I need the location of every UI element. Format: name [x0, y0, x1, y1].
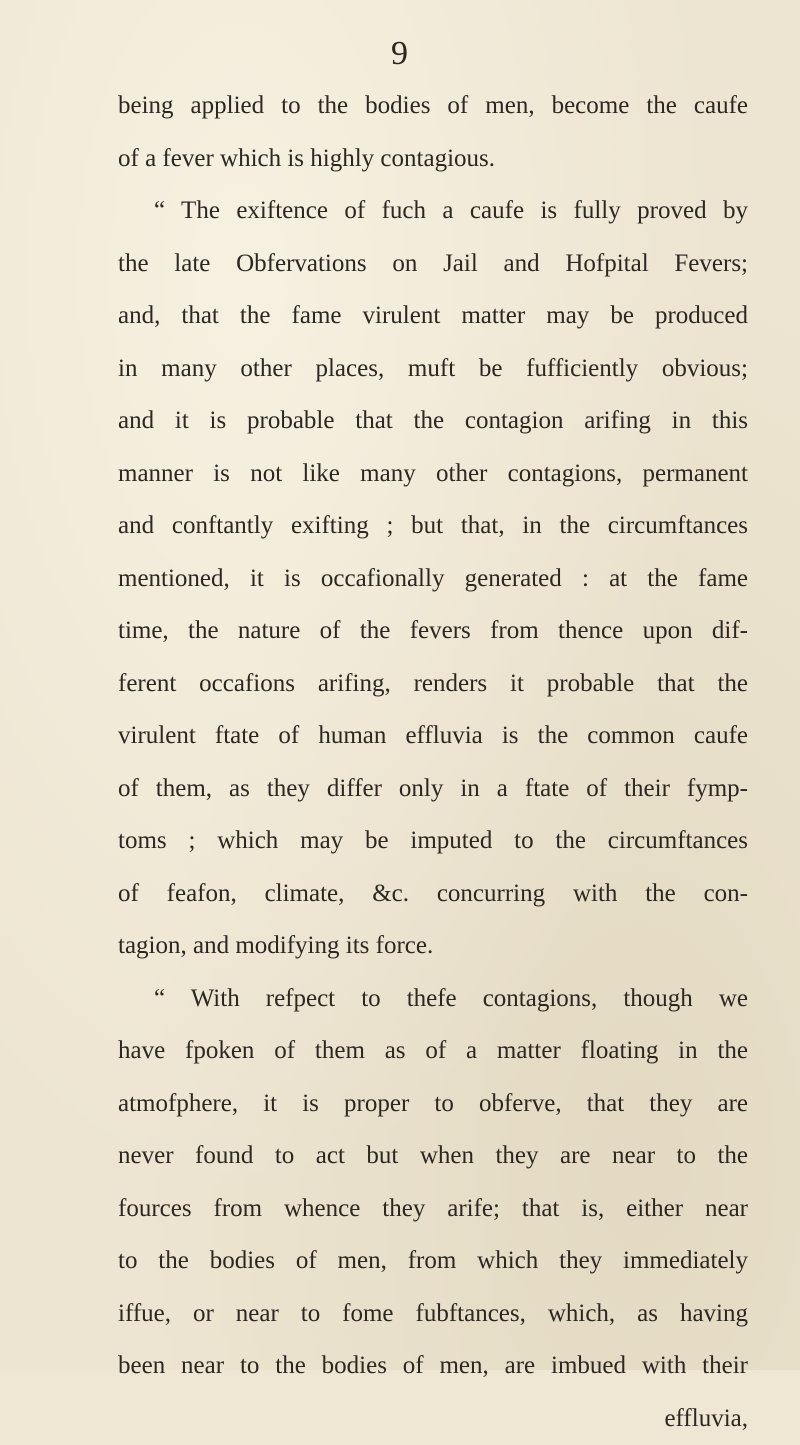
text-line: have fpoken of them as of a matter floating in the	[118, 1025, 748, 1078]
text-line: fources from whence they arife; that is, either near	[118, 1183, 748, 1236]
text-line: virulent ftate of human effluvia is the common caufe	[118, 710, 748, 763]
text-line: and, that the fame virulent matter may be produced	[118, 290, 748, 343]
catchword: effluvia,	[118, 1393, 748, 1445]
text-line: mentioned, it is occafionally generated : at the fame	[118, 553, 748, 606]
body-text	[118, 80, 748, 1445]
text-line: iffue, or near to fome fubftances, which, as having	[118, 1288, 748, 1341]
text-line: time, the nature of the fevers from thence upon dif-	[118, 605, 748, 658]
text-line: and conftantly exifting ; but that, in the circumftances	[118, 500, 748, 553]
text-line: never found to act but when they are near to the	[118, 1130, 748, 1183]
text-line: in many other places, muft be fufficiently obvious;	[118, 343, 748, 396]
text-line: to the bodies of men, from which they immediately	[118, 1235, 748, 1288]
text-line: manner is not like many other contagions, permanent	[118, 448, 748, 501]
text-line: ferent occafions arifing, renders it probable that the	[118, 658, 748, 711]
text-line: toms ; which may be imputed to the circumftances	[118, 815, 748, 868]
text-line: tagion, and modifying its force.	[118, 920, 748, 973]
text-line: of feafon, climate, &c. concurring with the con-	[118, 868, 748, 921]
paragraph-start-line: “ The exiftence of fuch a caufe is fully proved by	[118, 185, 748, 238]
text-line: atmofphere, it is proper to obferve, that they are	[118, 1078, 748, 1131]
text-line: being applied to the bodies of men, become the caufe	[118, 80, 748, 133]
text-line: of a fever which is highly contagious.	[118, 133, 748, 186]
text-line: been near to the bodies of men, are imbued with their	[118, 1340, 748, 1393]
text-line: and it is probable that the contagion arifing in this	[118, 395, 748, 448]
paragraph-start-line: “ With refpect to thefe contagions, though we	[118, 973, 748, 1026]
text-line: of them, as they differ only in a ftate of their fymp-	[118, 763, 748, 816]
page-number: 9	[0, 34, 800, 74]
text-line: the late Obfervations on Jail and Hofpital Fevers;	[118, 238, 748, 291]
